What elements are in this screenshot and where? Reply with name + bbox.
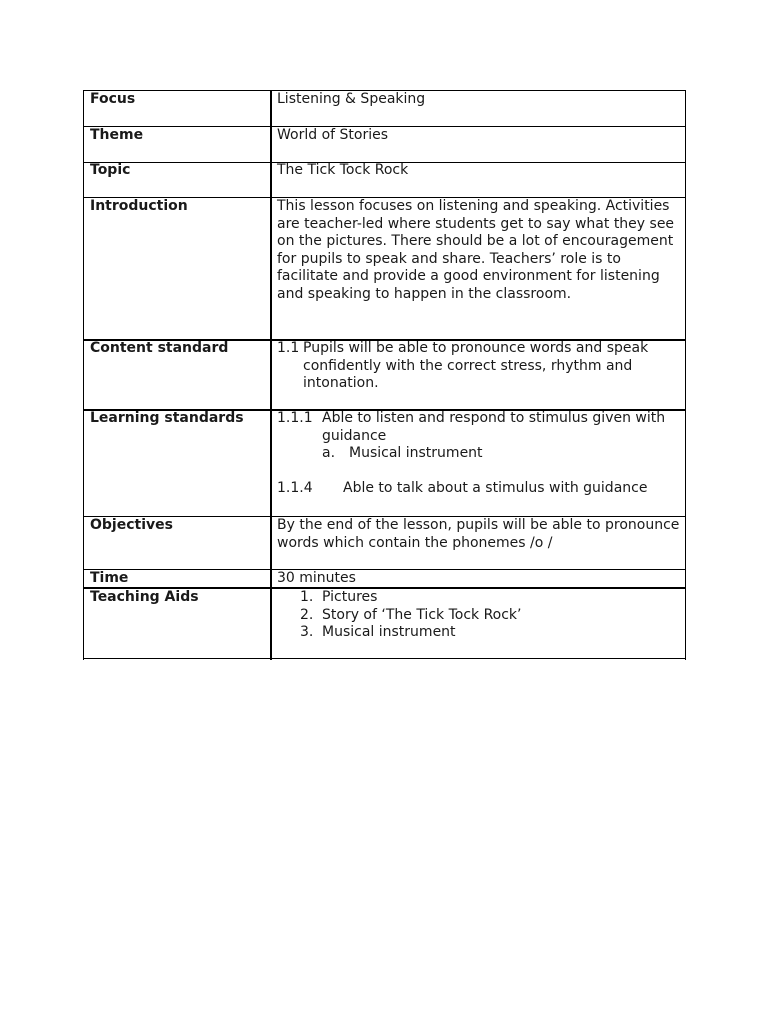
list-item-text: Story of ‘The Tick Tock Rock’ [322,606,522,623]
learning-standard-number: 1.1.1 [277,410,313,426]
list-marker: 3. [300,624,314,640]
content-standard-label: Content standard [90,340,229,356]
row-theme [83,127,686,162]
list-item [277,607,680,625]
learning-standard-number: 1.1.4 [277,480,313,496]
row-content-standard [83,340,686,409]
content-standard-number: 1.1 [277,340,300,356]
time-label: Time [90,570,129,586]
topic-value: The Tick Tock Rock [277,162,409,178]
learning-standard-sub-marker: a. [322,445,336,461]
introduction-value: This lesson focuses on listening and speaking. Activities are teacher-led where students get to say what they see on the pictures. There should be a lot of encouragement for pupils to speak and share. Teachers’ role is to facilitate and provide a good environment for listening and speaking to happen in the classroom. [277,198,675,302]
list-item-text: Pictures [322,589,378,605]
learning-standards-label: Learning standards [90,410,244,426]
theme-value: World of Stories [277,127,389,143]
content-standard-cell [271,340,686,409]
topic-label: Topic [90,162,131,178]
introduction-label: Introduction [90,198,188,214]
learning-standard-text: Able to listen and respond to stimulus given with guidance [322,410,666,444]
list-marker: 1. [300,589,314,605]
focus-label: Focus [90,91,136,107]
teaching-aids-list [271,589,686,658]
list-item [277,589,680,607]
row-topic [83,162,686,197]
learning-standard-sub-text: Musical instrument [349,445,483,461]
list-marker: 2. [300,606,314,623]
row-introduction [83,198,686,339]
focus-value: Listening & Speaking [277,91,426,107]
learning-standards-cell [271,410,686,516]
objectives-label: Objectives [90,517,173,533]
row-teaching-aids [83,589,686,658]
list-item-text: Musical instrument [322,624,456,640]
row-objectives [83,517,686,569]
theme-label: Theme [90,127,144,143]
time-value: 30 minutes [277,570,356,586]
content-standard-value: Pupils will be able to pronounce words and speak confidently with the correct stress, rhythm and intonation. [303,340,649,391]
row-time [83,570,686,587]
teaching-aids-label: Teaching Aids [90,589,199,605]
list-item [277,624,680,642]
learning-standard-text: Able to talk about a stimulus with guidance [343,480,648,496]
row-focus [83,91,686,126]
objectives-value: By the end of the lesson, pupils will be able to pronounce words which contain the phonemes /o / [277,517,680,551]
table-border-bottom [83,658,686,659]
row-learning-standards [83,410,686,516]
